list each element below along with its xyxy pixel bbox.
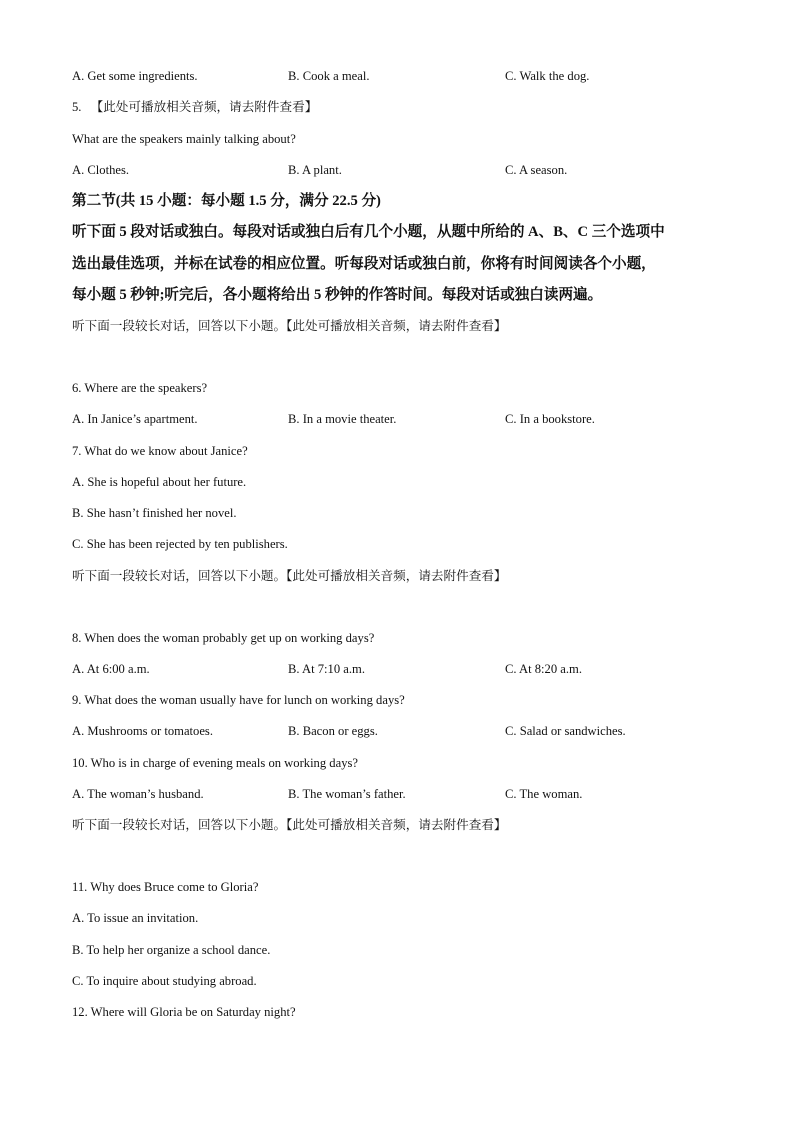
- q4-option-c: C. Walk the dog.: [505, 69, 590, 83]
- q5-number: 5.: [72, 100, 82, 114]
- listen-note-3: 听下面一段较长对话，回答以下小题。【此处可播放相关音频，请去附件查看】: [72, 818, 507, 832]
- q11-question: 11. Why does Bruce come to Gloria?: [72, 880, 259, 894]
- q10-option-b: B. The woman’s father.: [288, 787, 406, 801]
- q9-option-a: A. Mushrooms or tomatoes.: [72, 724, 213, 738]
- q5-header: [72, 99, 317, 115]
- q9-option-b: B. Bacon or eggs.: [288, 724, 378, 738]
- q11-option-b: B. To help her organize a school dance.: [72, 943, 271, 957]
- q7-option-a: A. She is hopeful about her future.: [72, 475, 247, 489]
- q8-option-b: B. At 7:10 a.m.: [288, 662, 365, 676]
- q6-option-c: C. In a bookstore.: [505, 412, 595, 426]
- section2-heading: 第二节(共 15 小题：每小题 1.5 分，满分 22.5 分): [72, 193, 381, 209]
- q6-question: 6. Where are the speakers?: [72, 381, 208, 395]
- q5-option-a: A. Clothes.: [72, 163, 130, 177]
- q4-option-b: B. Cook a meal.: [288, 69, 370, 83]
- q8-question: 8. When does the woman probably get up on working days?: [72, 631, 375, 645]
- section2-instruction-line-1: 听下面 5 段对话或独白。每段对话或独白后有几个小题，从题中所给的 A、B、C 三个选项中: [72, 224, 665, 240]
- q10-question: 10. Who is in charge of evening meals on working days?: [72, 756, 358, 770]
- q11-option-c: C. To inquire about studying abroad.: [72, 974, 257, 988]
- q10-option-c: C. The woman.: [505, 787, 583, 801]
- q11-option-a: A. To issue an invitation.: [72, 911, 199, 925]
- q9-question: 9. What does the woman usually have for lunch on working days?: [72, 693, 405, 707]
- listen-note-2: 听下面一段较长对话，回答以下小题。【此处可播放相关音频，请去附件查看】: [72, 569, 507, 583]
- q12-question: 12. Where will Gloria be on Saturday night?: [72, 1005, 296, 1019]
- q9-option-c: C. Salad or sandwiches.: [505, 724, 626, 738]
- section2-instruction-line-2: 选出最佳选项，并标在试卷的相应位置。听每段对话或独白前，你将有时间阅读各个小题，: [72, 256, 656, 272]
- q5-question: What are the speakers mainly talking about?: [72, 132, 296, 146]
- q4-option-a: A. Get some ingredients.: [72, 69, 198, 83]
- section2-instruction-line-3: 每小题 5 秒钟;听完后，各小题将给出 5 秒钟的作答时间。每段对话或独白读两遍。: [72, 287, 603, 303]
- q5-option-b: B. A plant.: [288, 163, 342, 177]
- q5-option-c: C. A season.: [505, 163, 568, 177]
- q7-option-c: C. She has been rejected by ten publishers.: [72, 537, 288, 551]
- q6-option-b: B. In a movie theater.: [288, 412, 397, 426]
- listen-note-1: 听下面一段较长对话，回答以下小题。【此处可播放相关音频，请去附件查看】: [72, 319, 507, 333]
- q8-option-a: A. At 6:00 a.m.: [72, 662, 150, 676]
- q7-option-b: B. She hasn’t finished her novel.: [72, 506, 237, 520]
- q8-option-c: C. At 8:20 a.m.: [505, 662, 582, 676]
- q6-option-a: A. In Janice’s apartment.: [72, 412, 198, 426]
- q10-option-a: A. The woman’s husband.: [72, 787, 204, 801]
- q7-question: 7. What do we know about Janice?: [72, 444, 248, 458]
- q5-audio-note: 【此处可播放相关音频，请去附件查看】: [90, 100, 318, 114]
